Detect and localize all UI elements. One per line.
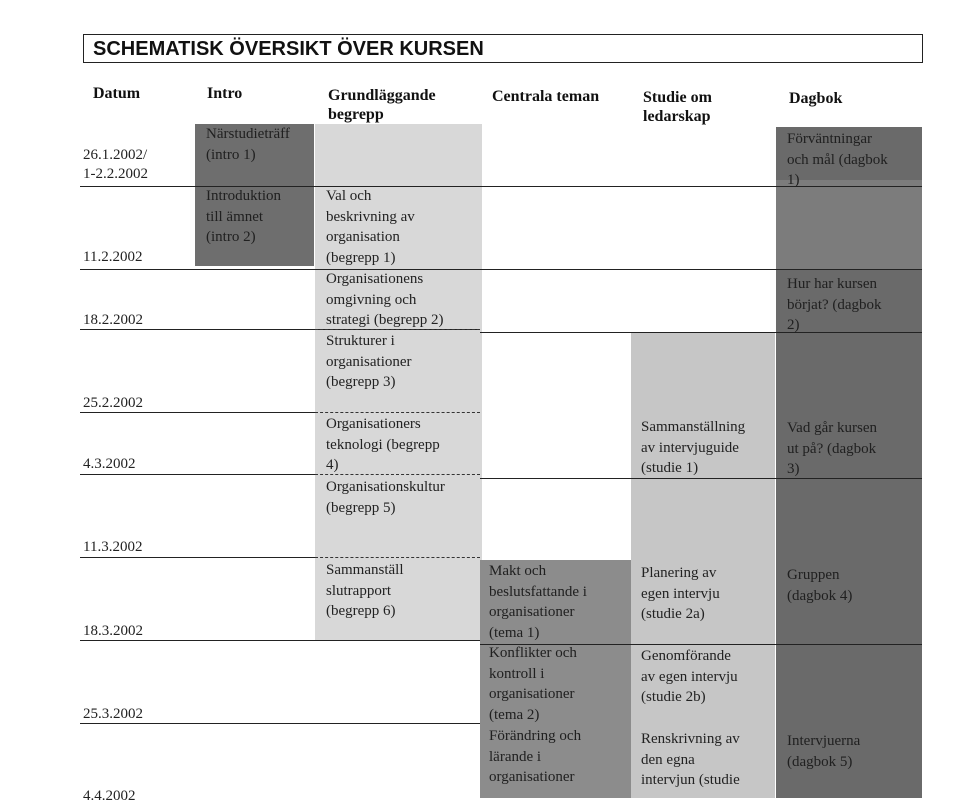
header-intro: Intro — [207, 85, 243, 102]
dagbok-cell-1: Förväntningar och mål (dagbok 1) — [787, 131, 888, 188]
header-studie-line2: ledarskap — [643, 108, 711, 125]
date-1-line1: 26.1.2002/ — [83, 147, 148, 163]
begrepp-cell-4: Organisationers teknologi (begrepp 4) — [326, 416, 440, 473]
date-4: 25.2.2002 — [83, 395, 143, 411]
date-9: 4.4.2002 — [83, 788, 136, 804]
tema-cell-1: Makt och beslutsfattande i organisationer (tema 1) — [489, 563, 587, 641]
studie-cell-1: Sammanställning av intervjuguide (studie 1) — [641, 419, 746, 476]
header-tema: Centrala teman — [492, 88, 600, 105]
begrepp-cell-2: Organisationens omgivning och strategi (begrepp 2) — [326, 271, 444, 328]
date-6: 11.3.2002 — [83, 539, 143, 555]
header-begrepp-line1: Grundläggande — [328, 87, 436, 104]
dagbok-cell-4: Gruppen (dagbok 4) — [787, 567, 853, 604]
header-begrepp-line2: begrepp — [328, 106, 384, 123]
row-divider — [80, 557, 315, 558]
begrepp-cell-6: Sammanställ slutrapport (begrepp 6) — [326, 562, 404, 619]
date-7: 18.3.2002 — [83, 623, 143, 639]
intro-cell-1: Närstudieträff (intro 1) — [206, 126, 290, 163]
dashed-divider — [315, 557, 480, 558]
date-3: 18.2.2002 — [83, 312, 143, 328]
begrepp-cell-1: Val och beskrivning av organisation (begrepp 1) — [326, 188, 415, 266]
studie-cell-3: Renskrivning av den egna intervjun (studie — [641, 731, 740, 788]
intro-cell-2: Introduktion till ämnet (intro 2) — [206, 188, 281, 245]
page-title: SCHEMATISK ÖVERSIKT ÖVER KURSEN — [93, 38, 484, 60]
date-1-line2: 1-2.2.2002 — [83, 166, 148, 182]
date-5: 4.3.2002 — [83, 456, 136, 472]
tema-cell-2: Konflikter och kontroll i organisationer (tema 2) — [489, 645, 577, 723]
header-dagbok: Dagbok — [789, 90, 843, 107]
row-divider — [80, 269, 922, 270]
dagbok-cell-3: Vad går kursen ut på? (dagbok 3) — [787, 420, 877, 477]
title-box — [83, 34, 923, 63]
tema-cell-3: Förändring och lärande i organisationer — [489, 728, 582, 785]
row-divider — [80, 474, 315, 475]
header-datum: Datum — [93, 85, 141, 102]
dashed-divider — [315, 412, 480, 413]
date-2: 11.2.2002 — [83, 249, 143, 265]
studie-cell-2a: Planering av egen intervju (studie 2a) — [641, 565, 720, 622]
header-studie-line1: Studie om — [643, 89, 712, 106]
begrepp-cell-3: Strukturer i organisationer (begrepp 3) — [326, 333, 412, 390]
date-8: 25.3.2002 — [83, 706, 143, 722]
dagbok-band-highlight — [776, 180, 922, 270]
studie-cell-2b: Genomförande av egen intervju (studie 2b) — [641, 648, 738, 705]
dagbok-cell-2: Hur har kursen börjat? (dagbok 2) — [787, 276, 882, 333]
begrepp-cell-5: Organisationskultur (begrepp 5) — [326, 479, 445, 516]
dagbok-cell-5: Intervjuerna (dagbok 5) — [787, 733, 861, 770]
